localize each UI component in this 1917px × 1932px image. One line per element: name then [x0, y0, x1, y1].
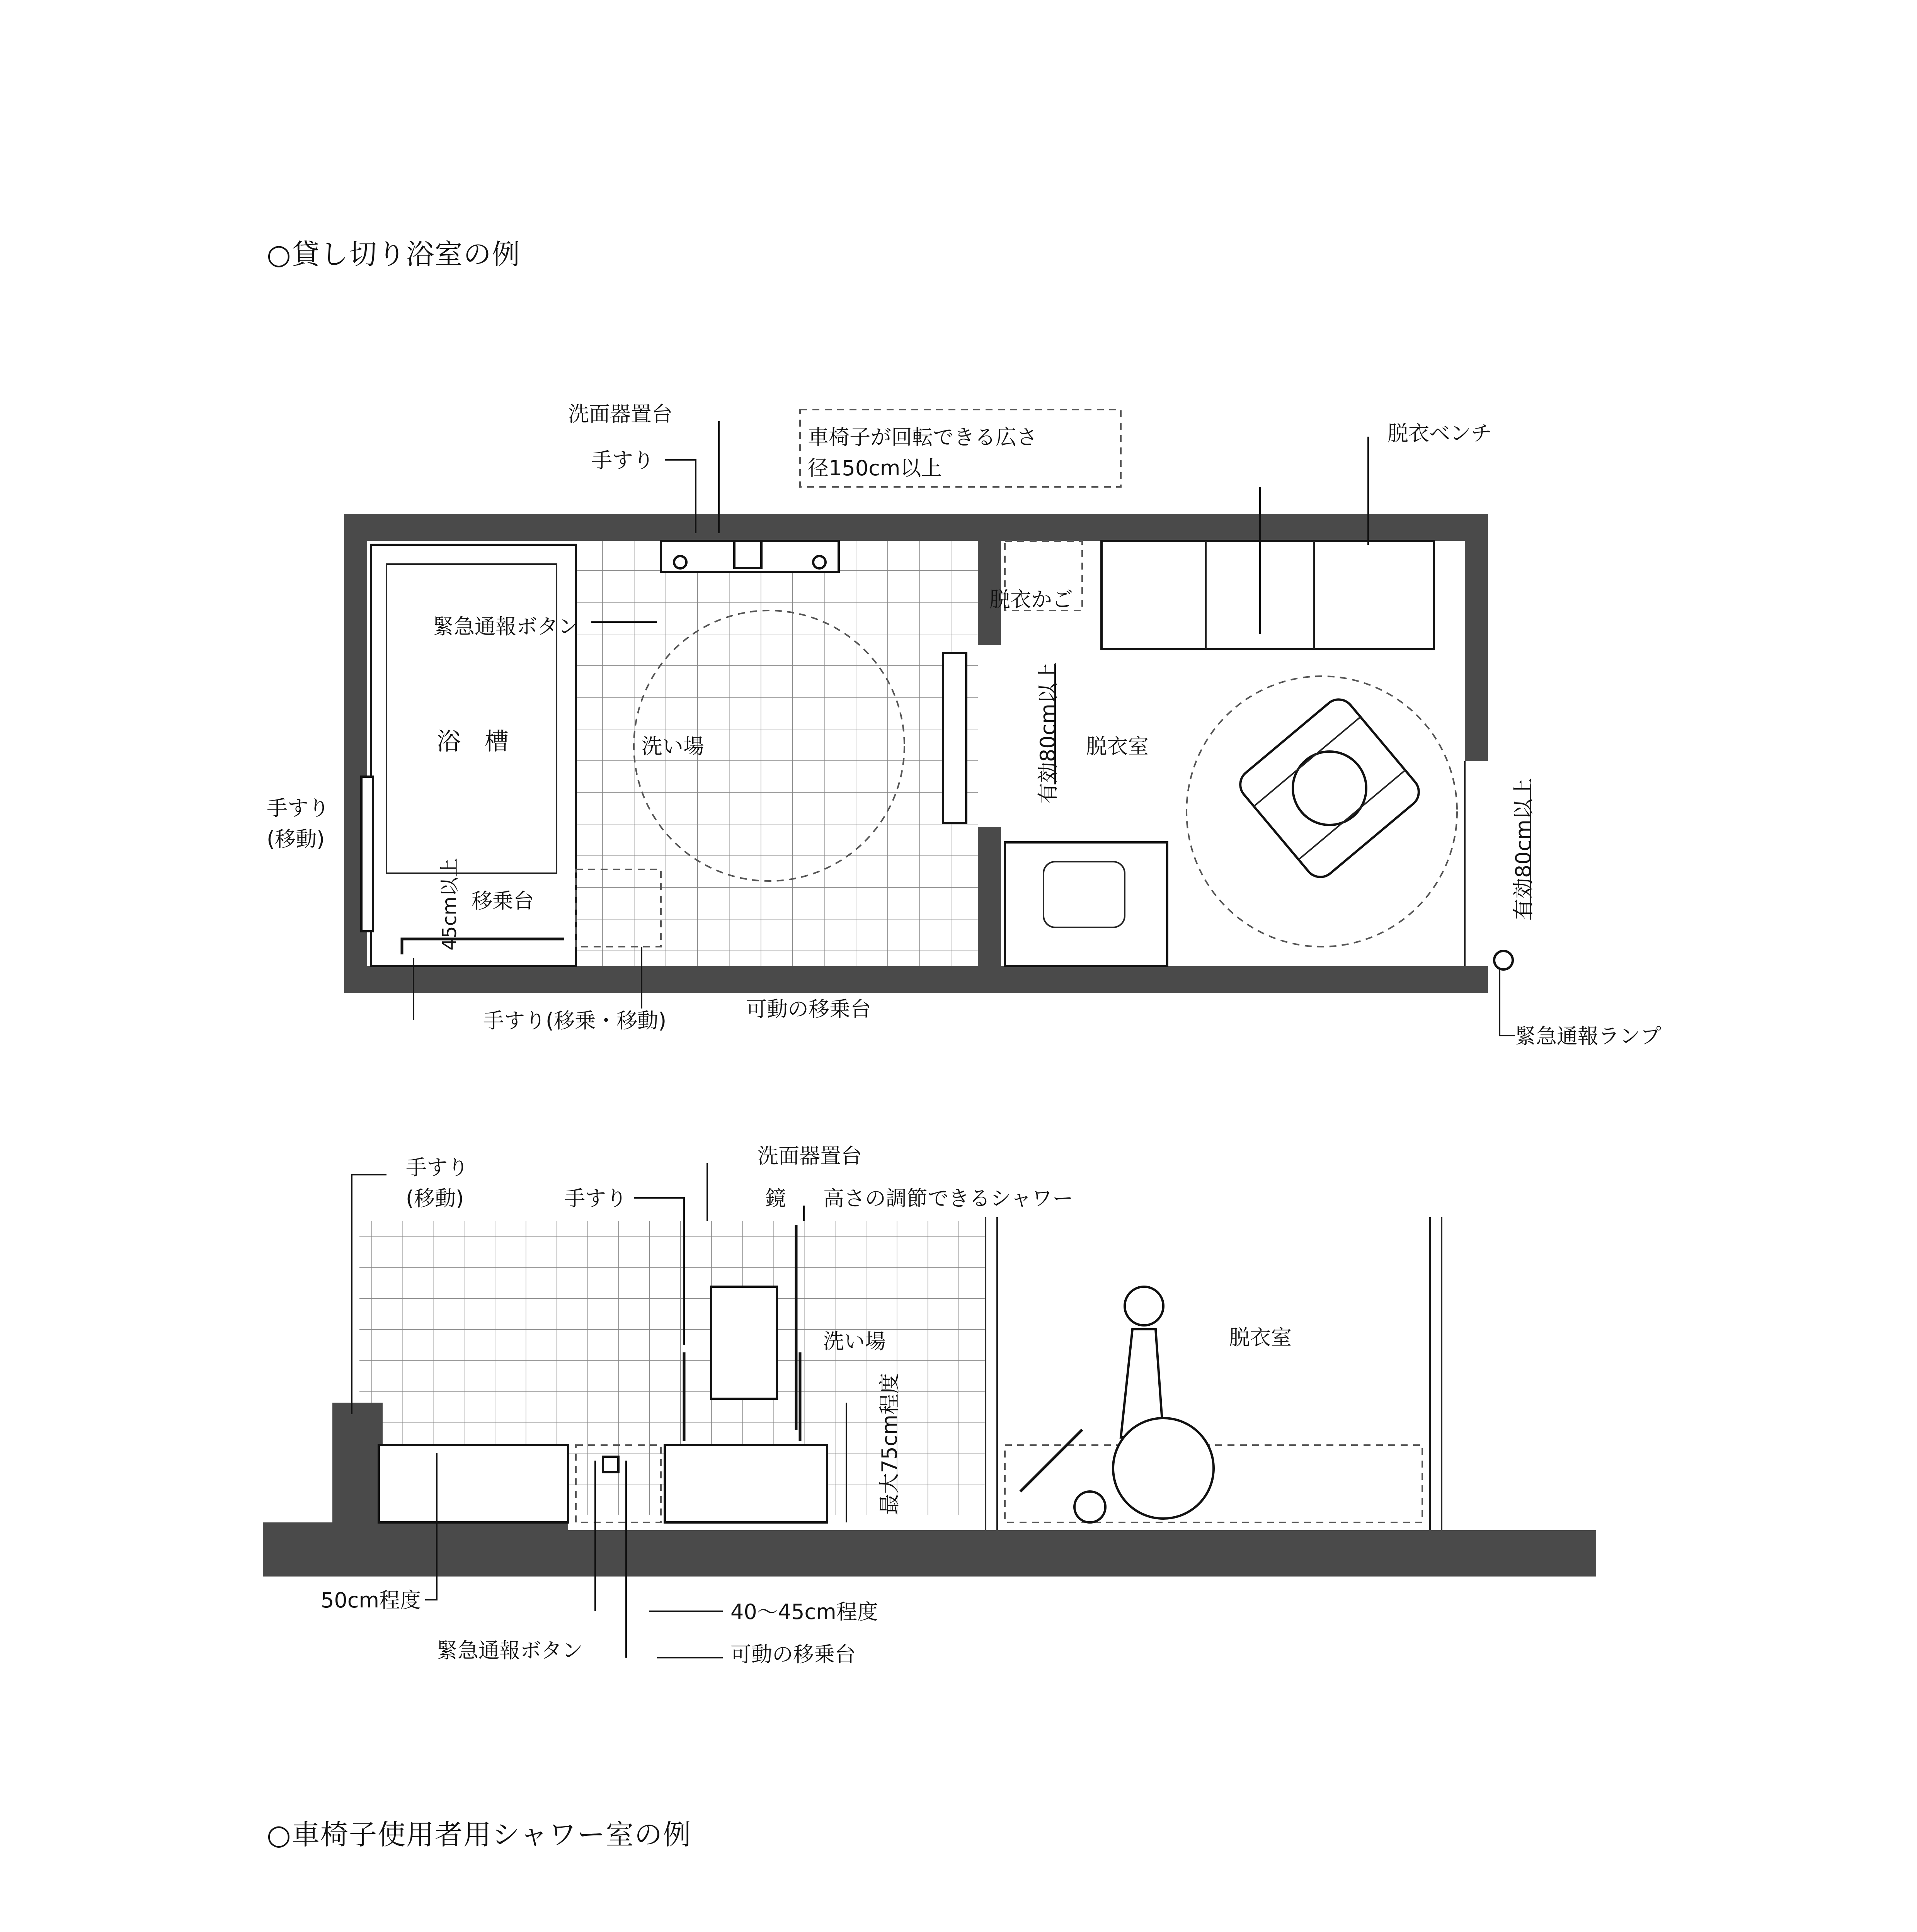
plan1-label-bathtub: 浴 槽 [437, 727, 509, 755]
plan1-label-turning-space-2: 径150cm以上 [808, 456, 942, 480]
shower-elevation [889, 1913, 1894, 1932]
elev1-label-handrail-move-1: 手すり [406, 1155, 468, 1180]
plan1-label-effective-width-2: 有効80cm以上 [1511, 777, 1536, 920]
elev1-label-movable-transfer: 可動の移乗台 [730, 1642, 856, 1667]
elev1-dressing-bench [1005, 1445, 1422, 1522]
elev1-bathtub [379, 1445, 568, 1522]
plan1-label-emergency-button: 緊急通報ボタン [433, 614, 579, 639]
elev1-wheelchair-user-icon [1020, 1287, 1214, 1522]
plan1-label-handrail: 手すり [591, 448, 654, 473]
emergency-lamp-icon [1494, 951, 1513, 969]
bath-section-title: ○貸し切り浴室の例 [267, 238, 521, 270]
plan1-label-turning-space-1: 車椅子が回転できる広さ [808, 425, 1037, 449]
elev1-label-emergency-button: 緊急通報ボタン [437, 1638, 583, 1663]
elev1-label-shower: 高さの調節できるシャワー [823, 1186, 1073, 1211]
plan1-label-washing-area: 洗い場 [642, 734, 704, 759]
plan1-label-emergency-lamp: 緊急通報ランプ [1515, 1024, 1661, 1048]
elev1-label-max-75: 最大75cm程度 [877, 1372, 902, 1515]
plan1-undress-bench [1102, 541, 1434, 649]
plan1-label-effective-width-1: 有効80cm以上 [1036, 662, 1060, 804]
plan1-label-dressing-room: 脱衣室 [1086, 734, 1149, 759]
elev1-label-washbasin-counter: 洗面器置台 [758, 1144, 862, 1168]
elev1-label-dressing-room: 脱衣室 [1229, 1325, 1292, 1350]
elev1-label-handrail-move-2: (移動) [406, 1186, 464, 1211]
elev1-label-depth-50: 50cm程度 [321, 1588, 421, 1612]
plan1-partition-door [943, 653, 966, 823]
elev1-mirror [711, 1287, 777, 1399]
bath-floor-plan [0, 386, 1917, 1082]
plan1-label-movable-transfer: 可動の移乗台 [746, 997, 871, 1021]
plan1-label-washbasin-counter: 洗面器置台 [568, 402, 672, 426]
plan1-washbasin [1005, 842, 1167, 966]
elev1-label-handrail: 手すり [564, 1186, 627, 1211]
plan1-label-height-45: 45cm以上 [438, 858, 461, 951]
elev1-label-height-40-45: 40～45cm程度 [730, 1600, 878, 1624]
elev1-label-washing-area: 洗い場 [823, 1329, 886, 1354]
plan1-label-handrail-move-1: 手すり [267, 796, 329, 820]
plan1-label-undress-bench: 脱衣ベンチ [1388, 421, 1492, 446]
plan1-label-transfer-platform: 移乗台 [472, 889, 534, 913]
plan1-wash-counter [661, 541, 839, 572]
elev1-label-mirror: 鏡 [765, 1186, 786, 1211]
elev1-wash-counter [665, 1445, 827, 1522]
elev1-emergency-button-icon [603, 1457, 618, 1472]
plan1-wheelchair-icon [1234, 693, 1425, 883]
plan1-label-handrail-move-2: (移動) [267, 827, 325, 851]
plan1-label-basket: 脱衣かご [989, 587, 1073, 612]
plan1-tile-floor [576, 541, 978, 966]
plan1-handrail-move [361, 777, 373, 931]
bath-section-elevation [0, 1121, 1917, 1700]
shower-section-title: ○車椅子使用者用シャワー室の例 [267, 1818, 692, 1851]
plan1-label-handrail-transfer: 手すり(移乗・移動) [483, 1009, 667, 1033]
